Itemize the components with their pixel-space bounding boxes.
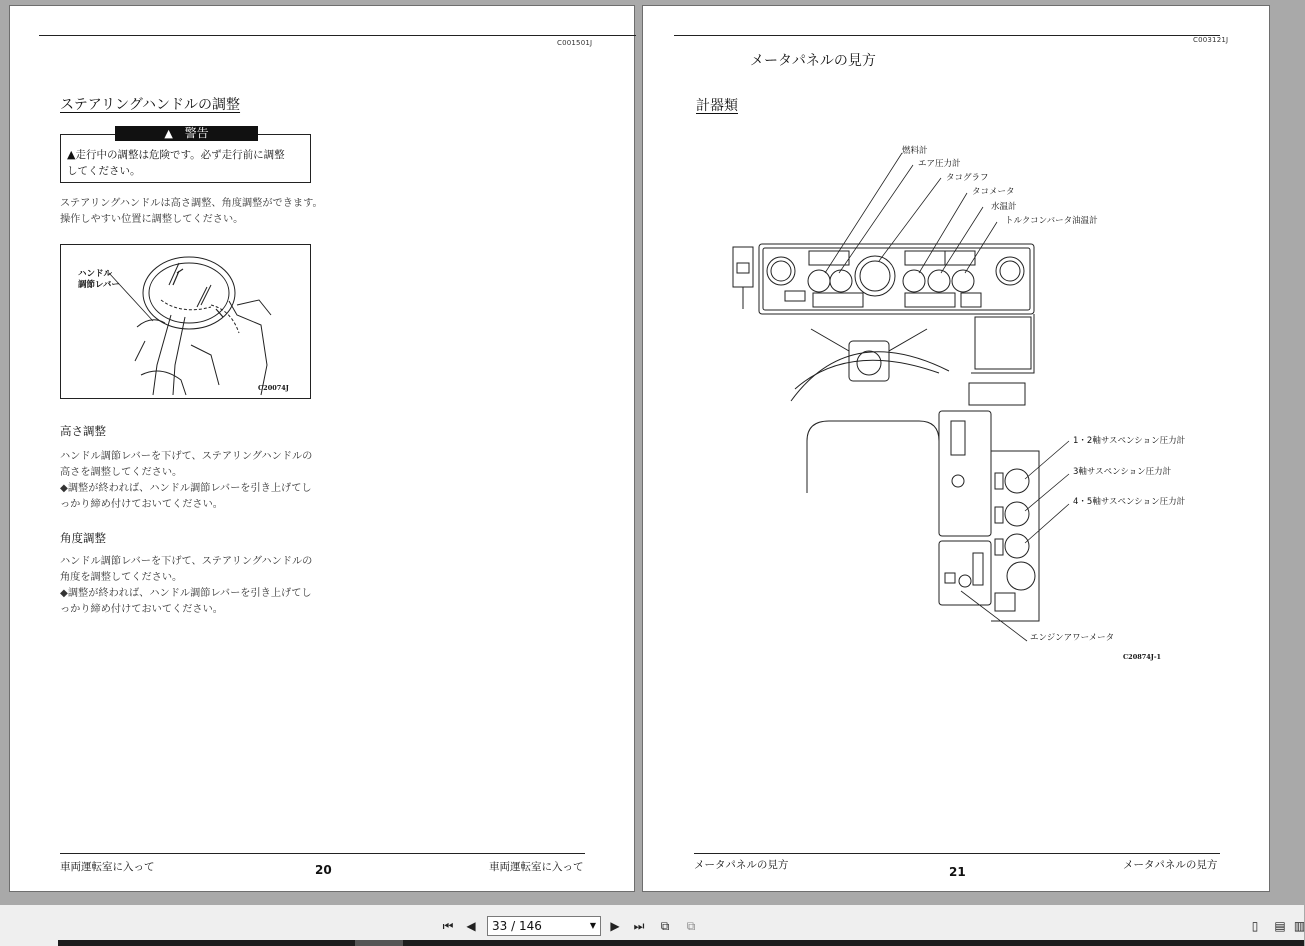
footer-right: メータパネルの見方 [1123, 859, 1218, 871]
steering-illustration [61, 245, 310, 398]
footer-rule [60, 853, 585, 854]
continuous-icon[interactable]: ▤ [1274, 919, 1286, 933]
warning-header-text: 警告 [184, 126, 209, 140]
intro-text: ステアリングハンドルは高さ調整、角度調整ができます。 操作しやすい位置に調整してください。 [60, 198, 323, 225]
two-page-icon[interactable]: ▥ [1293, 919, 1305, 933]
callout-air: エア圧力計 [918, 159, 961, 169]
footer-right: 車両運転室に入って [489, 861, 584, 873]
callout-susp-45: 4・5軸サスペンション圧力計 [1073, 497, 1186, 507]
height-adjust-title: 高さ調整 [60, 424, 106, 438]
steering-figure [60, 244, 311, 399]
right-page [642, 5, 1270, 892]
callout-fuel: 燃料計 [902, 146, 928, 156]
figure-code: C20074J [258, 384, 289, 392]
header-rule [674, 35, 1220, 36]
angle-adjust-title: 角度調整 [60, 531, 106, 545]
left-page [9, 5, 635, 892]
lever-label: ハンドル 調節レバー [78, 269, 120, 290]
section-title: 計器類 [696, 98, 738, 114]
header-rule [39, 35, 636, 36]
section-title: ステアリングハンドルの調整 [60, 97, 241, 113]
next-page-icon[interactable]: ▶ [610, 919, 620, 933]
back-view-icon[interactable]: ⧉ [660, 918, 670, 933]
warning-triangle-icon: ▲ [164, 127, 173, 140]
bottom-scrollbar[interactable] [58, 940, 1304, 946]
scrollbar-thumb[interactable] [355, 940, 403, 946]
single-page-icon[interactable]: ▯ [1251, 919, 1259, 933]
figure-code: C20874J-1 [1123, 653, 1162, 661]
page-number: 21 [949, 865, 966, 879]
footer-left: 車両運転室に入って [60, 861, 155, 873]
meter-panel-diagram [729, 141, 1199, 661]
page-title: メータパネルの見方 [750, 53, 876, 69]
last-page-icon[interactable]: ⏭ [633, 918, 645, 933]
warning-text-block [67, 147, 311, 179]
footer-rule [694, 853, 1220, 854]
callout-water-temp: 水温計 [991, 202, 1017, 212]
warning-text: 走行中の調整は危険です。必ず走行前に調整 してください。 [67, 149, 285, 177]
warning-small-icon: ▲ [67, 148, 76, 161]
doc-code: C003121J [1193, 36, 1229, 44]
page-indicator-value: 33 / 146 [492, 919, 542, 933]
prev-page-icon[interactable]: ◀ [466, 919, 476, 933]
callout-susp-12: 1・2軸サスペンション圧力計 [1073, 436, 1186, 446]
callout-torque: トルクコンバータ油温計 [1005, 216, 1098, 226]
callout-susp-3: 3軸サスペンション圧力計 [1073, 467, 1172, 477]
forward-view-icon[interactable]: ⧉ [686, 918, 696, 933]
doc-code: C001501J [557, 39, 593, 47]
angle-adjust-text: ハンドル調節レバーを下げて、ステアリングハンドルの 角度を調整してください。 ◆調整が終われば、ハンドル調節レバーを引き上げてし っかり締め付けておいてください。 [60, 556, 313, 615]
page-indicator-select[interactable] [487, 916, 601, 936]
page-number: 20 [315, 863, 332, 877]
footer-left: メータパネルの見方 [694, 859, 789, 871]
chevron-down-icon: ▼ [589, 921, 596, 930]
first-page-icon[interactable]: ⏮ [442, 918, 454, 933]
warning-header [115, 126, 258, 141]
callout-tachograph: タコグラフ [946, 173, 989, 183]
height-adjust-text: ハンドル調節レバーを下げて、ステアリングハンドルの 高さを調整してください。 ◆調整が終われば、ハンドル調節レバーを引き上げてし っかり締め付けておいてください。 [60, 451, 313, 510]
callout-tachometer: タコメータ [972, 187, 1015, 197]
callout-engine-hour: エンジンアワーメータ [1030, 633, 1115, 643]
